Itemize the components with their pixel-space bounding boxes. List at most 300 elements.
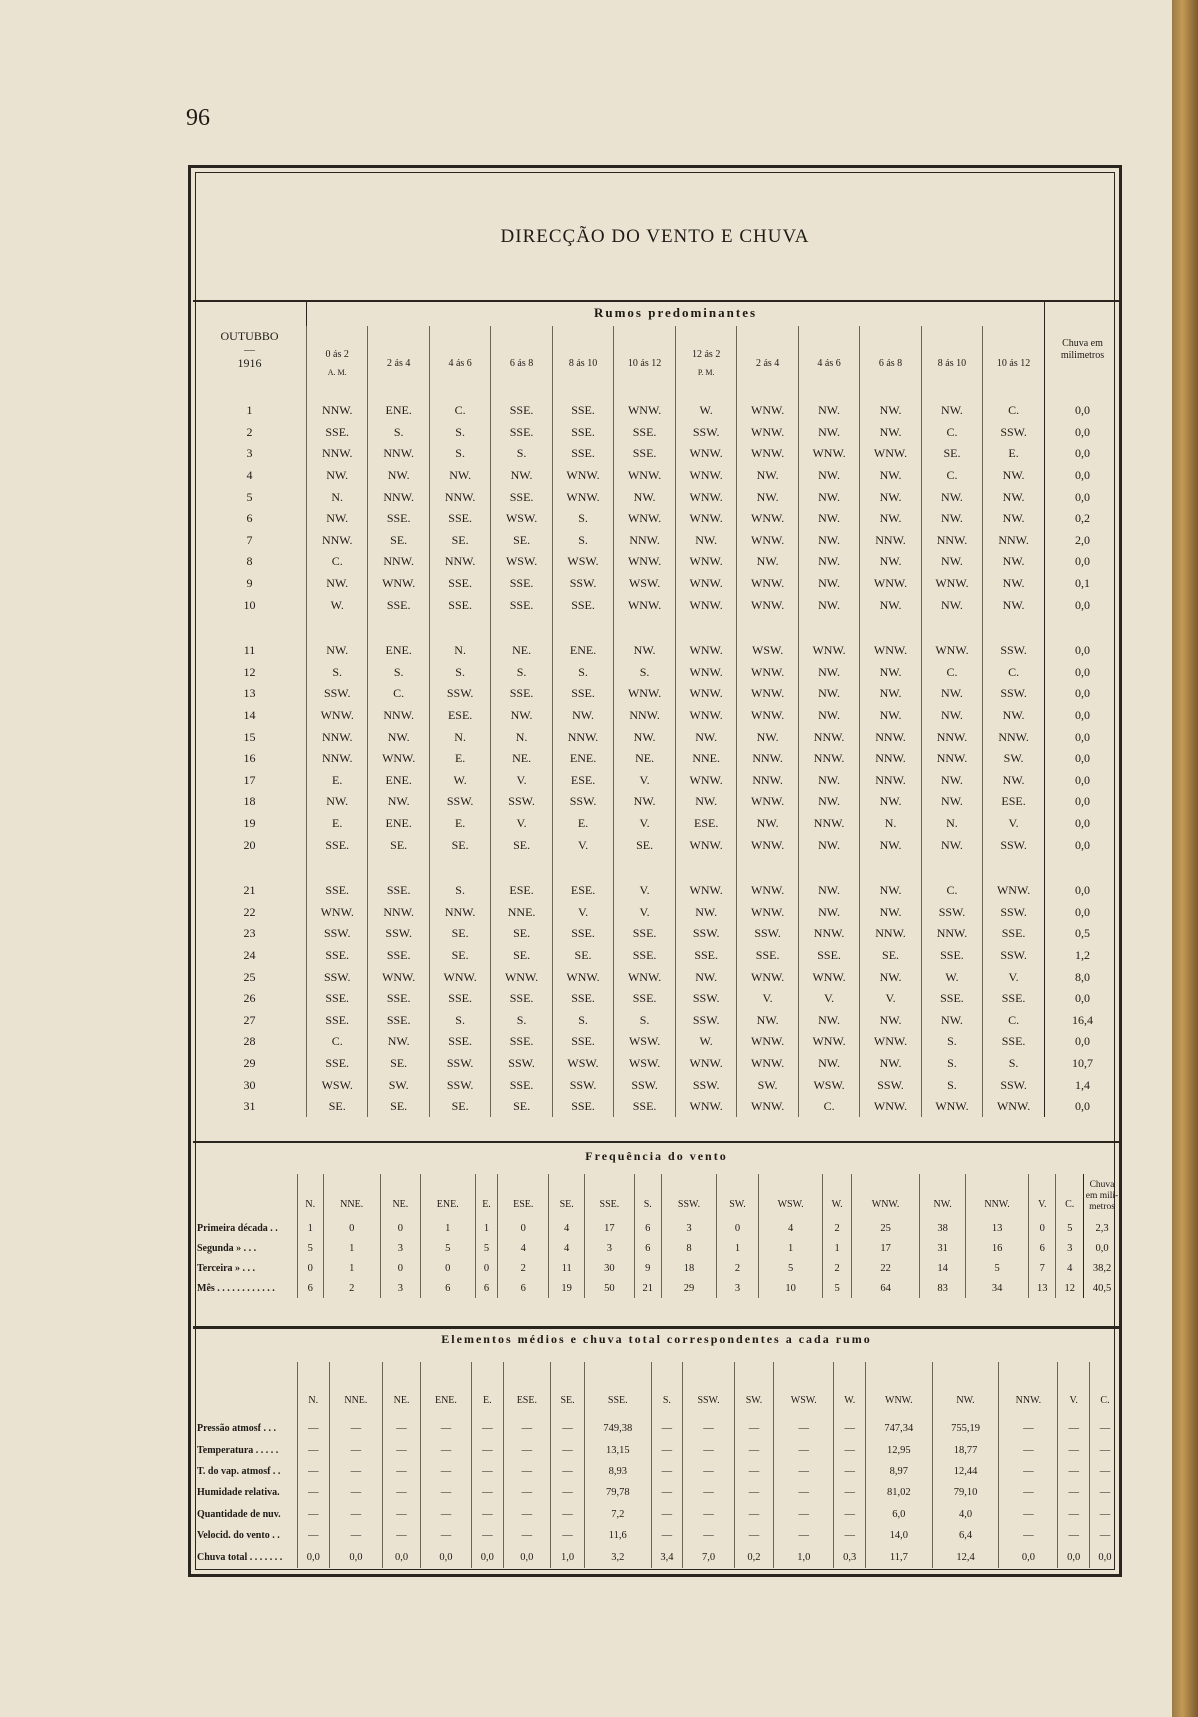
direction-header: SE. (551, 1362, 585, 1418)
element-cell: 12,4 (932, 1546, 999, 1567)
frequency-cell: 5 (475, 1238, 498, 1258)
direction-cell: SSE. (983, 988, 1045, 1010)
frequency-cell: 6 (1029, 1238, 1056, 1258)
element-cell: — (420, 1482, 471, 1503)
direction-cell: SSW. (860, 1074, 921, 1096)
direction-cell: SSE. (552, 923, 613, 945)
direction-cell: WNW. (737, 834, 798, 856)
element-cell: — (651, 1525, 683, 1546)
element-cell: — (420, 1504, 471, 1525)
direction-cell: NW. (491, 705, 552, 727)
element-cell: — (734, 1439, 773, 1460)
direction-cell: NW. (798, 1009, 859, 1031)
element-cell: — (834, 1439, 866, 1460)
element-cell: 7,0 (683, 1546, 735, 1567)
direction-cell: SSE. (614, 422, 676, 444)
direction-cell: WNW. (552, 465, 613, 487)
element-cell: 1,0 (551, 1546, 585, 1567)
element-cell: 1,0 (774, 1546, 834, 1567)
direction-cell: S. (552, 1009, 613, 1031)
table-row (193, 770, 1120, 792)
direction-cell: SSE. (368, 594, 429, 616)
rain-cell: 38,2 (1084, 1258, 1121, 1278)
row-label: Terceira » . . . (197, 1262, 256, 1274)
element-cell: — (651, 1482, 683, 1503)
direction-cell: ESE. (552, 880, 613, 902)
direction-cell: NW. (368, 465, 429, 487)
direction-cell: NW. (307, 465, 368, 487)
day-cell: 27 (243, 1012, 256, 1027)
gap-cell (429, 856, 490, 880)
frequency-cell: 38 (920, 1218, 966, 1238)
day-cell: 25 (243, 969, 256, 984)
direction-cell: E. (307, 770, 368, 792)
direction-cell: WNW. (737, 573, 798, 595)
frequency-cell: 4 (1056, 1258, 1084, 1278)
frequency-cell: 5 (823, 1278, 852, 1298)
element-cell: — (734, 1418, 773, 1439)
frequency-cell: 1 (475, 1218, 498, 1238)
direction-cell: SSW. (307, 923, 368, 945)
element-cell: — (383, 1461, 421, 1482)
direction-cell: V. (798, 988, 859, 1010)
direction-cell: SSE. (307, 988, 368, 1010)
frequency-cell: 12 (1056, 1278, 1084, 1298)
direction-cell: S. (552, 508, 613, 530)
direction-cell: NW. (798, 901, 859, 923)
table-row (193, 465, 1120, 487)
table-row (193, 573, 1120, 595)
direction-cell: WNW. (675, 834, 736, 856)
direction-cell: S. (552, 530, 613, 552)
element-cell: — (651, 1461, 683, 1482)
day-cell: 21 (243, 883, 256, 898)
direction-cell: SSE. (368, 880, 429, 902)
row-label: Velocid. do vento . . (197, 1530, 280, 1542)
direction-cell: SSE. (491, 486, 552, 508)
table-row (193, 1504, 1120, 1525)
period-header (552, 326, 613, 400)
direction-cell: S. (429, 662, 490, 684)
rain-cell: 0,0 (1045, 400, 1121, 422)
day-cell: 15 (243, 729, 256, 744)
direction-cell: SE. (614, 834, 676, 856)
direction-cell: NW. (798, 551, 859, 573)
direction-cell: SSE. (614, 945, 676, 967)
frequency-cell: 1 (323, 1238, 380, 1258)
rain-cell: 0,0 (1045, 1031, 1121, 1053)
direction-cell: SSE. (491, 422, 552, 444)
direction-cell: V. (614, 813, 676, 835)
frequency-cell: 1 (758, 1238, 822, 1258)
direction-cell: NE. (491, 640, 552, 662)
element-cell: — (834, 1504, 866, 1525)
rain-cell: 16,4 (1045, 1009, 1121, 1031)
direction-cell: V. (491, 770, 552, 792)
direction-cell: SW. (983, 748, 1045, 770)
direction-cell: NW. (860, 1009, 921, 1031)
direction-cell: WNW. (614, 683, 676, 705)
element-cell: — (1058, 1504, 1090, 1525)
direction-header: SSE. (584, 1362, 651, 1418)
direction-cell: SE. (491, 834, 552, 856)
direction-cell: SSE. (614, 443, 676, 465)
direction-cell: WNW. (614, 966, 676, 988)
direction-cell: NW. (737, 813, 798, 835)
frequency-cell: 3 (1056, 1238, 1084, 1258)
element-cell: — (1058, 1461, 1090, 1482)
direction-header: WNW. (866, 1362, 933, 1418)
direction-cell: SSE. (429, 988, 490, 1010)
frequency-cell: 5 (1056, 1218, 1084, 1238)
direction-cell: NNW. (983, 726, 1045, 748)
direction-header: E. (472, 1362, 504, 1418)
frequency-cell: 4 (498, 1238, 549, 1258)
table-row (193, 1053, 1120, 1075)
direction-cell: SE. (368, 1096, 429, 1118)
year-label: 1916 (237, 356, 262, 370)
direction-cell: NW. (921, 1009, 982, 1031)
period-label: 12 ás 2 (691, 349, 721, 360)
table-row (193, 1546, 1120, 1567)
frequency-cell: 13 (1029, 1278, 1056, 1298)
direction-cell: S. (429, 1009, 490, 1031)
direction-cell: WSW. (491, 551, 552, 573)
direction-cell: WNW. (675, 683, 736, 705)
table-row (193, 1096, 1120, 1118)
element-cell: — (551, 1439, 585, 1460)
direction-cell: NNW. (798, 923, 859, 945)
direction-cell: S. (491, 662, 552, 684)
element-cell: 79,10 (932, 1482, 999, 1503)
element-cell: 0,0 (420, 1546, 471, 1567)
direction-cell: C. (921, 662, 982, 684)
direction-cell: WSW. (491, 508, 552, 530)
direction-cell: NW. (614, 640, 676, 662)
rain-cell: 0,0 (1045, 726, 1121, 748)
direction-cell: SE. (368, 1053, 429, 1075)
table-row (193, 443, 1120, 465)
frequency-cell: 0 (420, 1258, 475, 1278)
table-row (193, 683, 1120, 705)
direction-cell: S. (983, 1053, 1045, 1075)
direction-cell: WNW. (921, 573, 982, 595)
direction-header: WSW. (774, 1362, 834, 1418)
period-header (860, 326, 921, 400)
element-cell: — (1058, 1439, 1090, 1460)
direction-cell: WNW. (860, 573, 921, 595)
period-header (491, 326, 552, 400)
element-cell: — (834, 1418, 866, 1439)
direction-cell: NW. (798, 508, 859, 530)
direction-cell: SE. (429, 1096, 490, 1118)
direction-cell: SSW. (429, 1053, 490, 1075)
direction-cell: V. (614, 880, 676, 902)
direction-cell: NNW. (921, 748, 982, 770)
direction-cell: NW. (798, 683, 859, 705)
direction-cell: WNW. (675, 662, 736, 684)
gap-cell (983, 616, 1045, 640)
direction-cell: NW. (860, 508, 921, 530)
direction-cell: SSW. (983, 901, 1045, 923)
direction-cell: SSE. (983, 923, 1045, 945)
direction-cell: SSE. (552, 400, 613, 422)
direction-cell: S. (429, 443, 490, 465)
direction-header: SW. (734, 1362, 773, 1418)
day-cell: 4 (246, 468, 253, 483)
direction-cell: SE. (491, 530, 552, 552)
direction-cell: NW. (552, 705, 613, 727)
direction-cell: WSW. (614, 1031, 676, 1053)
frequency-cell: 7 (1029, 1258, 1056, 1278)
frequency-cell: 6 (298, 1278, 324, 1298)
frequency-cell: 6 (634, 1238, 661, 1258)
direction-cell: SSE. (614, 1096, 676, 1118)
direction-cell: SSE. (552, 1096, 613, 1118)
element-cell: 8,93 (584, 1461, 651, 1482)
period-header (983, 326, 1045, 400)
gap-cell (368, 616, 429, 640)
frequency-cell: 4 (549, 1238, 585, 1258)
direction-cell: WNW. (798, 966, 859, 988)
frequency-cell: 18 (661, 1258, 716, 1278)
element-cell: — (774, 1525, 834, 1546)
am-label: A. M. (327, 368, 347, 377)
rain-header (1045, 300, 1121, 400)
direction-cell: NW. (860, 880, 921, 902)
direction-header: SSW. (683, 1362, 735, 1418)
element-cell: — (420, 1525, 471, 1546)
rain-cell: 0,0 (1045, 791, 1121, 813)
frequency-cell: 0 (717, 1218, 759, 1238)
gap-cell (491, 856, 552, 880)
direction-cell: WNW. (675, 594, 736, 616)
direction-cell: NW. (983, 594, 1045, 616)
direction-header: ESE. (498, 1174, 549, 1218)
direction-cell: NW. (798, 880, 859, 902)
element-cell: — (551, 1525, 585, 1546)
element-cell: — (420, 1461, 471, 1482)
direction-cell: C. (983, 1009, 1045, 1031)
direction-cell: NW. (860, 834, 921, 856)
table-row (193, 1439, 1120, 1460)
element-cell: 14,0 (866, 1525, 933, 1546)
direction-cell: NW. (921, 400, 982, 422)
frequency-cell: 17 (585, 1218, 634, 1238)
direction-cell: WNW. (921, 640, 982, 662)
direction-cell: E. (307, 813, 368, 835)
direction-cell: NW. (737, 1009, 798, 1031)
frequency-cell: 5 (298, 1238, 324, 1258)
table-row (193, 834, 1120, 856)
direction-cell: NW. (491, 465, 552, 487)
rain-cell: 8,0 (1045, 966, 1121, 988)
direction-cell: V. (737, 988, 798, 1010)
gap-cell (491, 616, 552, 640)
direction-cell: SSE. (429, 594, 490, 616)
direction-cell: NW. (860, 791, 921, 813)
table-row (193, 988, 1120, 1010)
day-cell: 13 (243, 686, 256, 701)
direction-cell: NW. (614, 791, 676, 813)
frequency-cell: 10 (758, 1278, 822, 1298)
rumos-header (307, 300, 1045, 326)
period-label: 8 ás 10 (568, 357, 598, 369)
day-cell: 19 (243, 815, 256, 830)
direction-cell: SSW. (737, 923, 798, 945)
element-cell: — (551, 1461, 585, 1482)
element-cell: — (999, 1418, 1058, 1439)
element-cell: 12,95 (866, 1439, 933, 1460)
direction-cell: WNW. (737, 901, 798, 923)
frequency-cell: 6 (634, 1218, 661, 1238)
direction-cell: WNW. (983, 880, 1045, 902)
direction-cell: NW. (737, 486, 798, 508)
direction-cell: V. (552, 834, 613, 856)
period-header (798, 326, 859, 400)
rain-cell: 0,0 (1045, 662, 1121, 684)
rain-cell: 2,3 (1084, 1218, 1121, 1238)
direction-cell: NW. (983, 770, 1045, 792)
direction-header: W. (834, 1362, 866, 1418)
day-cell: 18 (243, 794, 256, 809)
direction-cell: NW. (675, 791, 736, 813)
direction-cell: NNW. (614, 530, 676, 552)
direction-cell: V. (552, 901, 613, 923)
direction-cell: E. (429, 748, 490, 770)
period-header (675, 326, 736, 400)
direction-cell: SSW. (675, 923, 736, 945)
table-row (193, 400, 1120, 422)
element-cell: 0,2 (734, 1546, 773, 1567)
book-spine (1172, 0, 1198, 1717)
day-cell: 16 (243, 751, 256, 766)
direction-cell: S. (429, 422, 490, 444)
element-cell: — (999, 1525, 1058, 1546)
gap-cell (614, 616, 676, 640)
element-cell: 18,77 (932, 1439, 999, 1460)
direction-cell: SSW. (921, 901, 982, 923)
gap-cell (429, 616, 490, 640)
element-cell: — (420, 1439, 471, 1460)
direction-cell: WNW. (798, 443, 859, 465)
element-cell: — (551, 1418, 585, 1439)
element-cell: 11,6 (584, 1525, 651, 1546)
element-cell: — (298, 1461, 330, 1482)
frequency-cell: 30 (585, 1258, 634, 1278)
direction-cell: NW. (737, 465, 798, 487)
direction-cell: NW. (921, 508, 982, 530)
direction-cell: N. (429, 726, 490, 748)
direction-header: NNE. (323, 1174, 380, 1218)
direction-cell: SSW. (368, 923, 429, 945)
rumos-title: Rumos predominantes (593, 305, 758, 320)
frequency-cell: 2 (323, 1278, 380, 1298)
element-cell: — (683, 1439, 735, 1460)
element-cell: — (734, 1525, 773, 1546)
gap-cell (307, 856, 368, 880)
label-header (193, 1174, 298, 1218)
direction-cell: NNW. (307, 726, 368, 748)
direction-cell: C. (921, 465, 982, 487)
direction-cell: SSE. (307, 834, 368, 856)
frequency-cell: 0 (380, 1258, 420, 1278)
row-label: Segunda » . . . (197, 1242, 257, 1254)
direction-cell: SSE. (737, 945, 798, 967)
direction-cell: SSE. (368, 945, 429, 967)
row-label: T. do vap. atmosf . . (197, 1465, 281, 1477)
frequency-cell: 1 (420, 1218, 475, 1238)
rain-cell: 0,0 (1045, 683, 1121, 705)
gap-cell (860, 856, 921, 880)
element-cell: — (298, 1504, 330, 1525)
direction-cell: WSW. (798, 1074, 859, 1096)
direction-cell: NNW. (368, 901, 429, 923)
element-cell: — (834, 1461, 866, 1482)
rain-cell: 0,0 (1045, 443, 1121, 465)
direction-cell: C. (921, 880, 982, 902)
direction-cell: NW. (798, 594, 859, 616)
direction-cell: NNW. (552, 726, 613, 748)
gap-cell (552, 856, 613, 880)
direction-cell: SE. (429, 530, 490, 552)
direction-cell: WNW. (737, 705, 798, 727)
month-header (193, 300, 307, 400)
gap-cell (614, 856, 676, 880)
element-cell: — (329, 1418, 383, 1439)
element-cell: — (651, 1418, 683, 1439)
label-header (193, 1362, 298, 1418)
element-cell: 0,0 (1089, 1546, 1120, 1567)
gap-cell (1045, 616, 1121, 640)
direction-cell: WNW. (307, 705, 368, 727)
direction-cell: WNW. (614, 465, 676, 487)
rain-cell: 0,0 (1045, 705, 1121, 727)
period-label: 6 ás 8 (878, 357, 903, 369)
direction-cell: SSE. (491, 594, 552, 616)
day-cell: 14 (243, 708, 256, 723)
direction-cell: WSW. (737, 640, 798, 662)
period-header (429, 326, 490, 400)
period-label: 10 ás 12 (627, 357, 662, 369)
table-row (193, 1482, 1120, 1503)
direction-cell: SSE. (552, 594, 613, 616)
element-cell: 6,0 (866, 1504, 933, 1525)
element-cell: — (503, 1482, 551, 1503)
direction-cell: SSW. (983, 422, 1045, 444)
rain-cell: 0,0 (1045, 988, 1121, 1010)
gap-cell (368, 856, 429, 880)
day-cell: 5 (246, 489, 253, 504)
direction-cell: NW. (675, 901, 736, 923)
period-header (737, 326, 798, 400)
table-row (193, 530, 1120, 552)
gap-cell (921, 856, 982, 880)
element-cell: — (298, 1482, 330, 1503)
direction-cell: SSW. (552, 573, 613, 595)
frequency-cell: 1 (823, 1238, 852, 1258)
direction-cell: SSE. (983, 1031, 1045, 1053)
frequency-cell: 83 (920, 1278, 966, 1298)
direction-cell: SSE. (368, 1009, 429, 1031)
direction-cell: V. (983, 813, 1045, 835)
table-row (193, 422, 1120, 444)
table-row (193, 966, 1120, 988)
direction-header: ENE. (420, 1362, 471, 1418)
frequency-cell: 50 (585, 1278, 634, 1298)
direction-cell: WNW. (860, 640, 921, 662)
element-cell: 3,4 (651, 1546, 683, 1567)
